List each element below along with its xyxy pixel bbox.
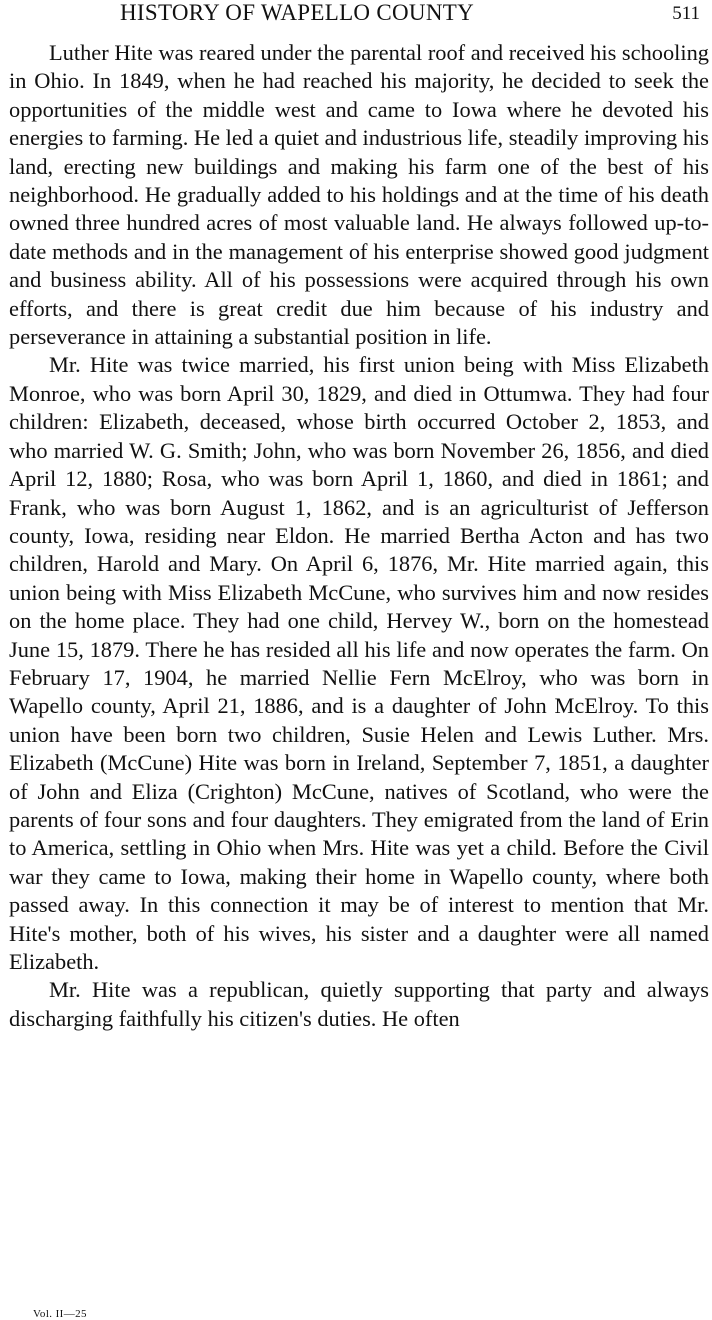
paragraph-marriages-and-family: Mr. Hite was twice married, his first union being with Miss Elizabeth Monroe, who was born April 30, 1829, and died in Ottumwa. They had four children: Elizabeth, deceased, whose birth occurred October 2, 1853, and who married W. G. Smith; John, who was born November 26, 1856, and died April 12, 1880; Rosa, who was born April 1, 1860, and died in 1861; and Frank, who was born August 1, 1862, and is an agriculturist of Jefferson county, Iowa, residing near Eldon. He married Bertha Acton and has two children, Harold and Mary. On April 6, 1876, Mr. Hite married again, this union being with Miss Elizabeth McCune, who survives him and now resides on the home place. They had one child, Hervey W., born on the homestead June 15, 1879. There he has resided all his life and now operates the farm. On February 17, 1904, he married Nellie Fern McElroy, who was born in Wapello county, April 21, 1886, and is a daughter of John McElroy. To this union have been born two children, Susie Helen and Lewis Luther. Mrs. Elizabeth (McCune) Hite was born in Ireland, September 7, 1851, a daughter of John and Eliza (Crighton) McCune, natives of Scotland, who were the parents of four sons and four daughters. They emigrated from the land of Erin to America, settling in Ohio when Mrs. Hite was yet a child. Before the Civil war they came to Iowa, making their home in Wapello county, where both passed away. In this connection it may be of interest to mention that Mr. Hite's mother, both of his wives, his sister and a daughter were all named Elizabeth. bbox=[9, 352, 709, 974]
body-text bbox=[9, 39, 709, 1033]
running-title: HISTORY OF WAPELLO COUNTY bbox=[120, 0, 475, 25]
paragraph-luther-hite-life: Luther Hite was reared under the parental roof and received his schooling in Ohio. In 1849, when he had reached his majority, he decided to seek the opportunities of the middle west and came to Iowa where he devoted his energies to farming. He led a quiet and industrious life, steadily improving his land, erecting new buildings and making his farm one of the best of his neighborhood. He gradually added to his holdings and at the time of his death owned three hundred acres of most valuable land. He always followed up-to-date methods and in the management of his enterprise showed good judgment and business ability. All of his possessions were acquired through his own efforts, and there is great credit due him because of his industry and perseverance in attaining a substantial position in life. bbox=[9, 40, 709, 350]
paragraph-political-affiliation: Mr. Hite was a republican, quietly supporting that party and always discharging faithfully his citizen's duties. He often bbox=[9, 977, 709, 1031]
running-head bbox=[0, 0, 712, 30]
page-number: 511 bbox=[672, 3, 700, 24]
volume-signature-mark: Vol. II—25 bbox=[33, 1308, 87, 1320]
